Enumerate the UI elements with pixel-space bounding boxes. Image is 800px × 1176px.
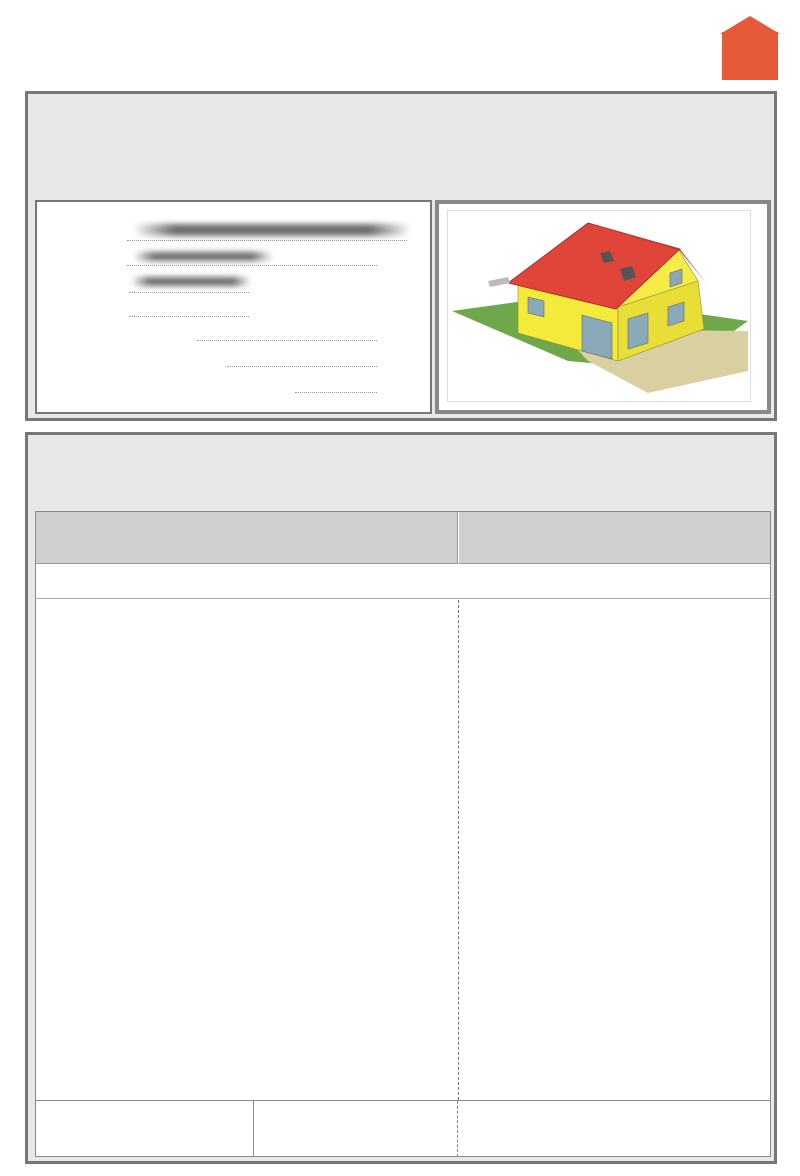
totals-delivered-value <box>255 1101 458 1157</box>
totals-label-cell <box>36 1101 254 1157</box>
house-illustration <box>447 210 751 402</box>
delivered-energy-header <box>36 512 458 564</box>
column-divider <box>458 600 459 1100</box>
building-image-frame <box>435 200 771 414</box>
totals-row <box>36 1100 770 1156</box>
zip-redacted <box>131 277 251 286</box>
totals-primary-value <box>459 1101 770 1157</box>
street-redacted-2 <box>133 252 273 261</box>
energy-grid <box>35 511 771 1157</box>
street-redacted <box>133 224 411 236</box>
specific-values-row <box>36 565 770 599</box>
energy-performance-panel <box>25 432 777 1164</box>
primary-energy-header <box>459 512 770 564</box>
building-info-box <box>35 200 432 414</box>
logo-box <box>722 32 778 80</box>
zafix-logo <box>662 22 778 80</box>
certificate-header-panel <box>25 91 777 421</box>
